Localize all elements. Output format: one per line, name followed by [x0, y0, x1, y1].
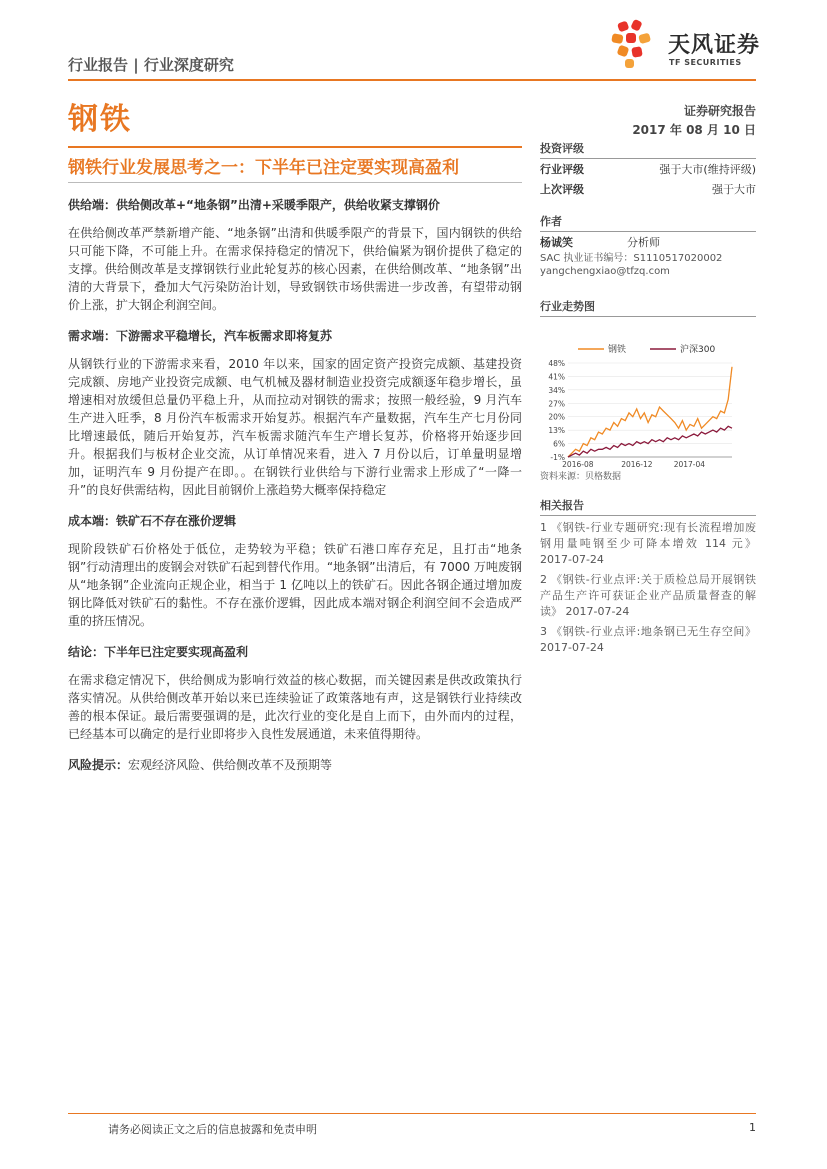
section-title: 结论：下半年已注定要实现高盈利 [68, 645, 249, 659]
related-reports [540, 497, 756, 656]
prev-rating-row [540, 179, 756, 199]
rating-heading: 投资评级 [540, 140, 756, 159]
chart-title: 行业走势图 [540, 298, 756, 317]
section-demand [68, 327, 522, 499]
related-report-item[interactable]: 2 《钢铁-行业点评:关于质检总局开展钢铁产品生产许可获证企业产品质量督查的解读》 2017-07-24 [540, 573, 756, 618]
report-headline: 钢铁行业发展思考之一：下半年已注定要实现高盈利 [68, 158, 459, 178]
y-tick-label: 48% [548, 359, 565, 368]
y-tick-label: 13% [548, 426, 565, 436]
brand-name: 天风证券 [668, 33, 761, 58]
related-report-item[interactable]: 1 《钢铁-行业专题研究:现有长流程增加废钢用量吨钢至少可降本增效 114 元》 2017-07-24 [540, 521, 756, 566]
section-body: 在供给侧改革严禁新增产能、“地条钢”出清和供暖季限产的背景下，国内钢铁的供给只可能下降，不可能上升。在需求保持稳定的情况下，供给偏紧为钢价提供了稳定的支撑。供给侧改革是支撑钢铁行业此轮复苏的核心因素，在供给侧改革、“地条钢”出清的大背景下，叠加大气污染防治计划，导致钢铁市场供需进一步改善，有望带动钢价上涨，扩大钢企利润空间。 [68, 226, 522, 312]
headline-divider-top [68, 146, 522, 148]
analyst-cert: SAC 执业证书编号：S1110517020002 [540, 253, 723, 264]
section-body: 在需求稳定情况下，供给侧成为影响行效益的核心数据，而关键因素是供改政策执行落实情况。从供给侧改革开始以来已连续验证了政策落地有声，这是钢铁行业持续改善的根本保证。最后需要强调的是，此次行业的变化是自上而下，由外而内的过程，已经基本可以确定的是行业即将步入良性发展通道，未来值得期待。 [68, 673, 522, 741]
section-cost [68, 512, 522, 630]
analyst-row [540, 232, 756, 252]
report-date: 2017 年 08 月 10 日 [632, 123, 756, 137]
trend-chart-svg [540, 317, 756, 485]
industry-title: 钢铁 [68, 102, 132, 137]
legend-label: 钢铁 [608, 345, 627, 355]
risk-notice [68, 756, 522, 774]
legend-label: 沪深300 [680, 345, 716, 355]
brand-name-en: TF SECURITIES [669, 58, 742, 67]
author-heading: 作者 [540, 213, 756, 232]
footer-disclaimer: 请务必阅读正文之后的信息披露和免责申明 [108, 1123, 317, 1136]
industry-rating-label: 行业评级 [540, 163, 584, 176]
risk-label: 风险提示： [68, 758, 129, 772]
section-body: 现阶段铁矿石价格处于低位，走势较为平稳；铁矿石港口库存充足，且打击“地条钢”行动清理出的废钢会对铁矿石起到替代作用。“地条钢”出清后，有 7000 万吨废钢从“地条钢”企业流向正规企业，相当于 1 亿吨以上的铁矿石。因此各钢企通过增加废钢比降低对铁矿石的黏性。不存在涨价逻辑，因此成本端对钢企利润空间不会造成严重的挤压情况。 [68, 542, 522, 628]
footer-divider [68, 1113, 756, 1114]
section-conclusion [68, 643, 522, 743]
headline-divider-bottom [68, 182, 522, 183]
section-title: 供给端：供给侧改革+“地条钢”出清+采暖季限产，供给收紧支撑钢价 [68, 198, 440, 212]
industry-rating-row [540, 159, 756, 179]
sidebar [540, 140, 756, 278]
page-number: 1 [749, 1121, 756, 1134]
header-divider [68, 79, 756, 81]
analyst-email[interactable]: yangchengxiao@tfzq.com [540, 266, 670, 277]
y-tick-label: 34% [548, 385, 565, 395]
industry-rating-value: 强于大市(维持评级) [659, 163, 756, 176]
analyst-role: 分析师 [627, 236, 660, 249]
main-content [68, 196, 522, 774]
analyst-name: 杨诚笑 [540, 236, 573, 249]
related-report-item[interactable]: 3 《钢铁-行业点评:地条钢已无生存空间》 2017-07-24 [540, 625, 756, 654]
x-tick-label: 2016-12 [621, 460, 653, 469]
section-supply [68, 196, 522, 314]
chart-source: 资料来源：贝格数据 [540, 472, 622, 482]
section-title: 需求端：下游需求平稳增长，汽车板需求即将复苏 [68, 329, 333, 343]
risk-text: 宏观经济风险、供给侧改革不及预期等 [128, 758, 333, 772]
y-tick-label: 27% [548, 399, 565, 409]
report-type: 证券研究报告 [683, 104, 756, 118]
prev-rating-label: 上次评级 [540, 183, 584, 196]
y-tick-label: -1% [550, 453, 565, 462]
section-title: 成本端：铁矿石不存在涨价逻辑 [68, 514, 237, 528]
x-tick-label: 2017-04 [673, 460, 706, 469]
y-tick-label: 6% [553, 439, 565, 449]
section-body: 从钢铁行业的下游需求来看，2010 年以来，国家的固定资产投资完成额、基建投资完成额、房地产业投资完成额、电气机械及器材制造业投资完成额逐年稳步增长，虽增速相对放缓但总量仍平稳上升，从而拉动对钢铁的需求；按照一般经验，9 月汽车生产进入旺季，8 月份汽车板需求开始复苏。根据汽车产量数据，汽车生产七月份同比增速最低，随后开始复苏，汽车板需求随汽车生产增长复苏，价格将开始逐步回升。根据我们与板材企业交流，从订单情况来看，进入 7 月份以后，订单量明显增加，证明汽车 9 月份提产在即。。在钢铁行业供给与下游行业需求上形成了“一降一升”的良好供需结构，因此目前钢价上涨趋势大概率保持稳定 [68, 357, 522, 497]
industry-trend-chart [540, 298, 756, 488]
y-tick-label: 20% [548, 412, 565, 422]
y-tick-label: 41% [548, 372, 565, 382]
series-line [568, 426, 732, 457]
related-heading: 相关报告 [540, 497, 756, 516]
prev-rating-value: 强于大市 [712, 183, 756, 196]
breadcrumb: 行业报告 | 行业深度研究 [68, 56, 234, 74]
x-tick-label: 2016-08 [562, 460, 594, 469]
